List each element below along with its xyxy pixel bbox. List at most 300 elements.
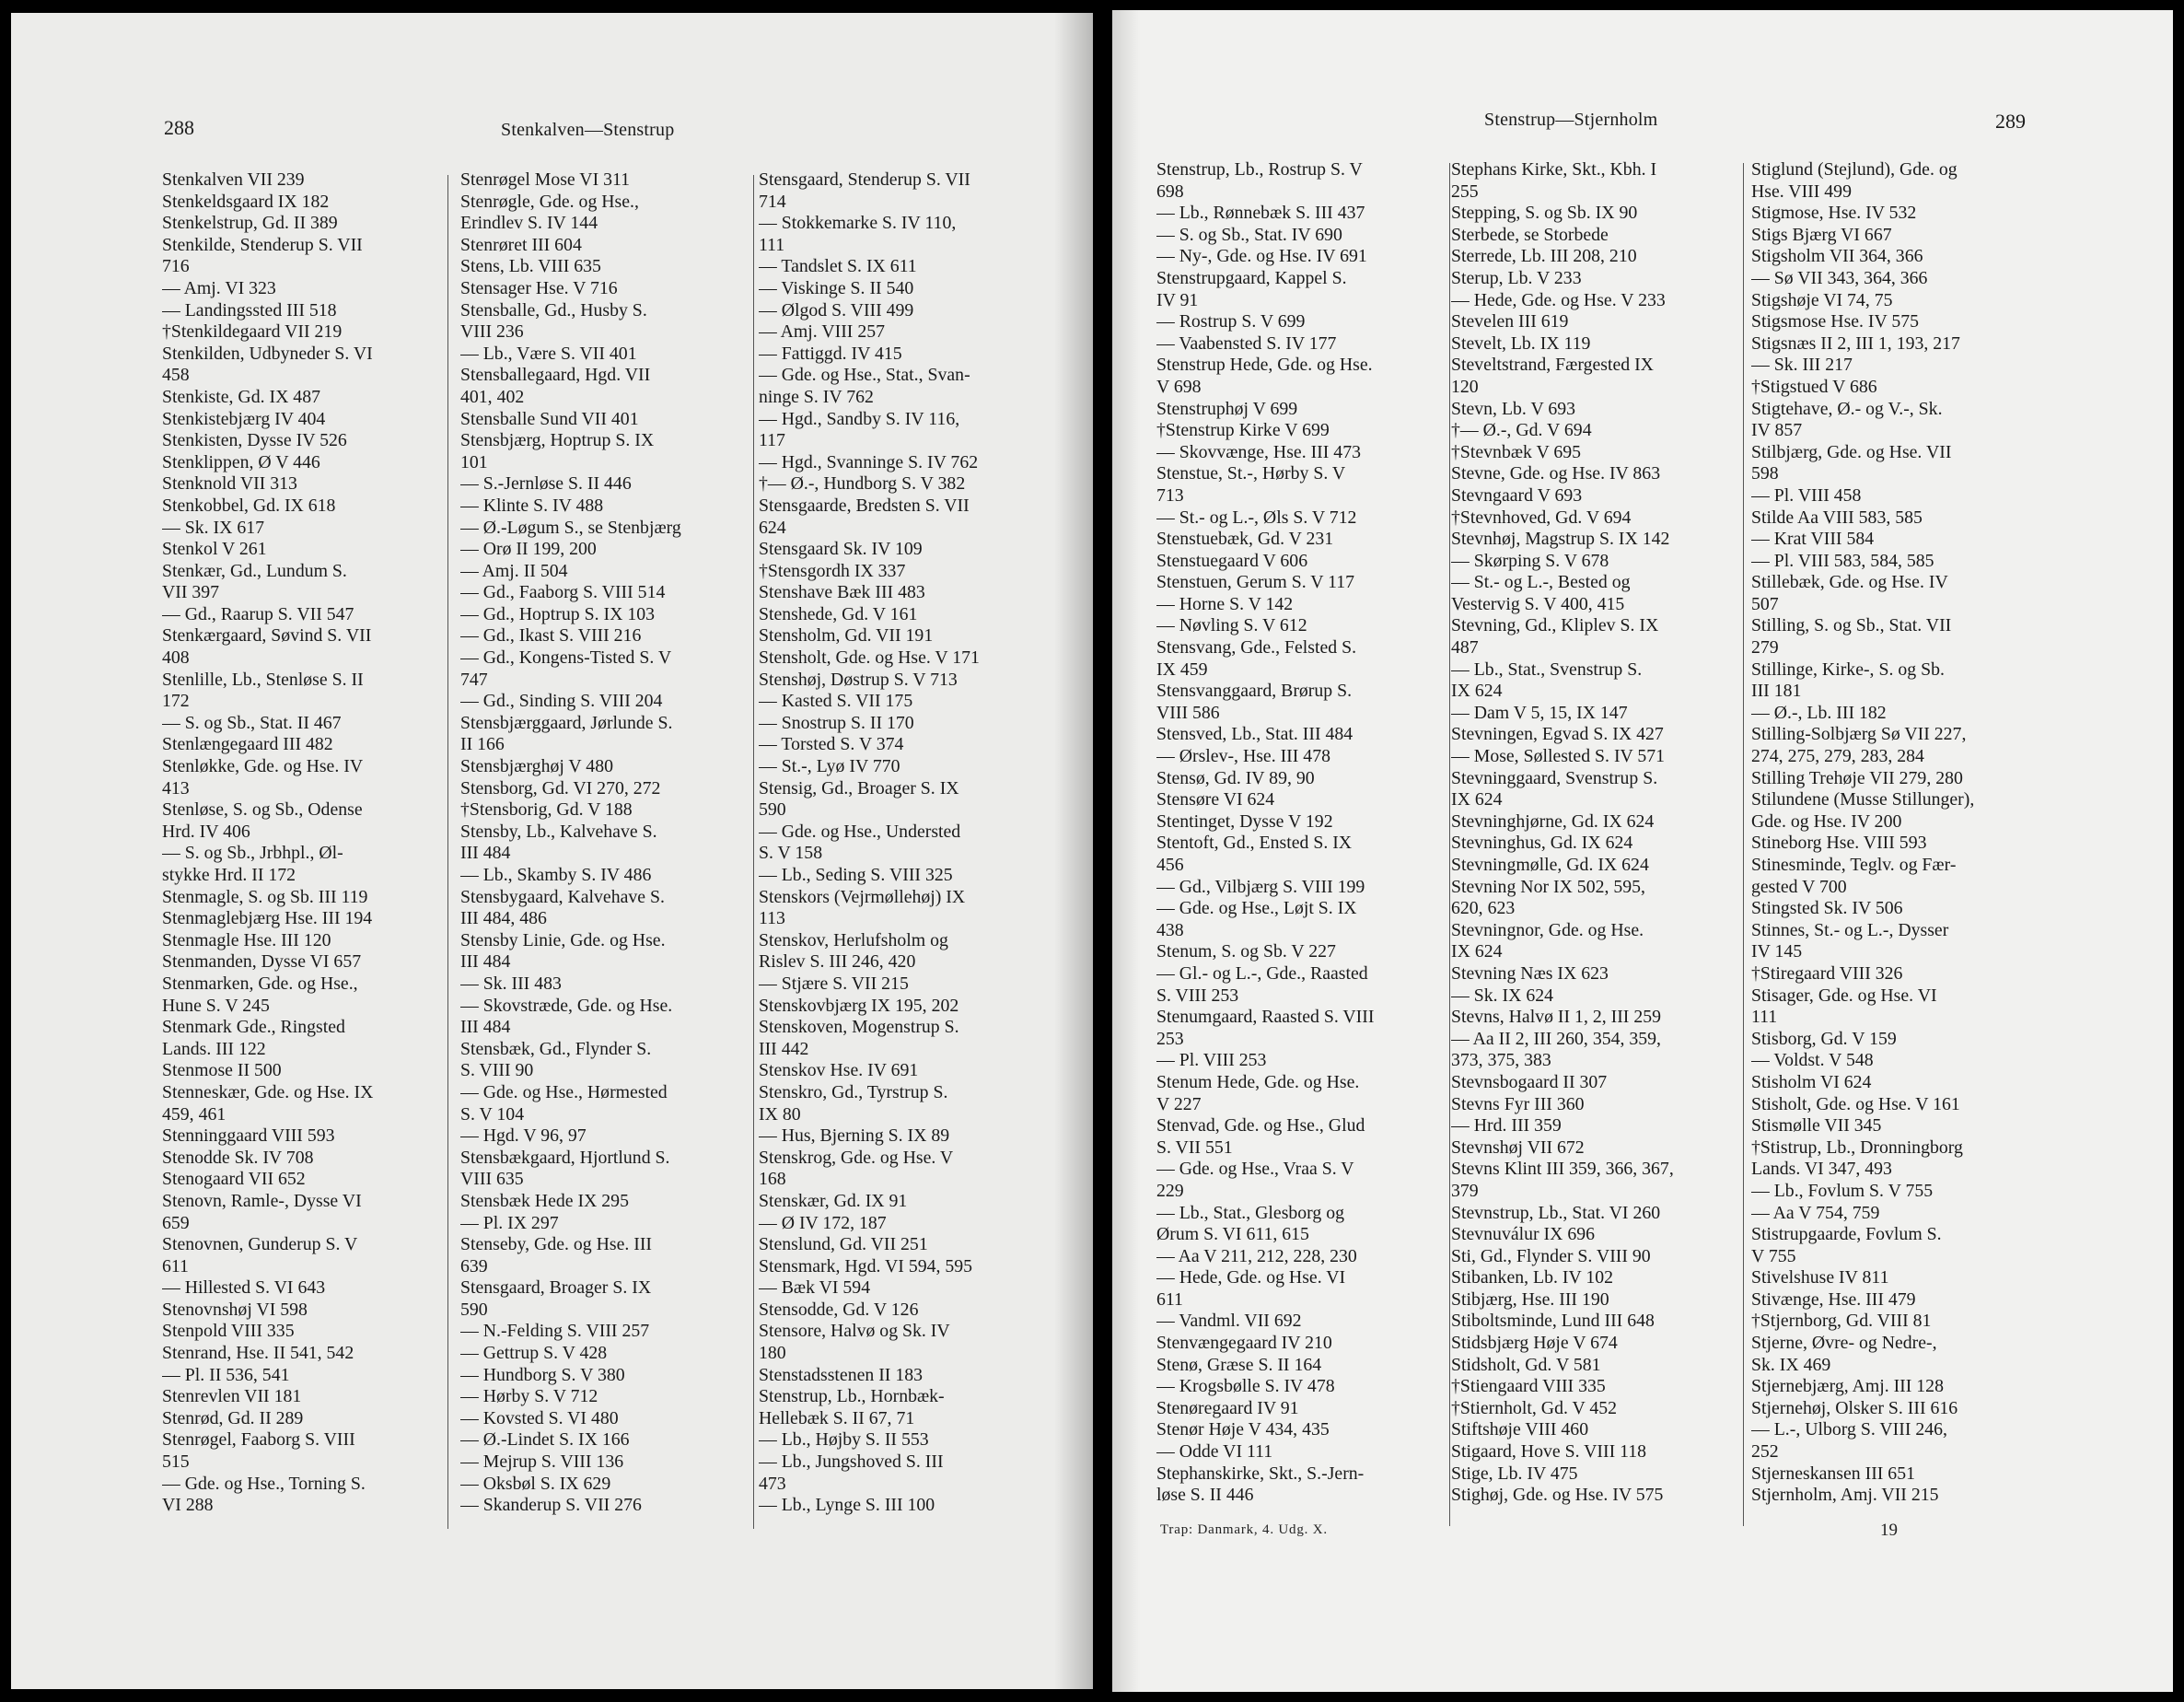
index-entry: — Rostrup S. V 699 bbox=[1156, 311, 1306, 332]
index-entry: — Lb., Lynge S. III 100 bbox=[759, 1495, 935, 1516]
index-entry: løse S. II 446 bbox=[1156, 1485, 1254, 1506]
index-entry: Stevnstrup, Lb., Stat. VI 260 bbox=[1451, 1202, 1661, 1223]
index-entry: — Lb., Skamby S. IV 486 bbox=[460, 865, 652, 885]
index-entry: — Gde. og Hse., Stat., Svan- bbox=[759, 365, 970, 386]
index-entry: — Hillested S. VI 643 bbox=[162, 1277, 326, 1299]
index-entry: — Hus, Bjerning S. IX 89 bbox=[759, 1125, 950, 1147]
index-entry: Vestervig S. V 400, 415 bbox=[1451, 593, 1625, 614]
index-entry: Stensby Linie, Gde. og Hse. bbox=[460, 929, 666, 950]
index-entry: III 484 bbox=[460, 1017, 511, 1038]
index-entry: Stigshøje VI 74, 75 bbox=[1751, 289, 1893, 310]
index-entry: — S. og Sb., Stat. II 467 bbox=[162, 712, 342, 733]
index-entry: Stenrøgel Mose VI 311 bbox=[460, 169, 631, 190]
index-entry: Gde. og Hse. IV 200 bbox=[1751, 810, 1902, 832]
index-entry: Stenrand, Hse. II 541, 542 bbox=[162, 1343, 354, 1364]
index-entry: — Pl. IX 297 bbox=[460, 1212, 559, 1233]
book-footer: Trap: Danmark, 4. Udg. X. bbox=[1160, 1522, 1328, 1537]
index-entry: Stiftshøje VIII 460 bbox=[1451, 1419, 1589, 1440]
index-entry: †Stigstued V 686 bbox=[1751, 376, 1877, 397]
column-rule bbox=[447, 175, 448, 1529]
index-entry: Stenskors (Vejrmøllehøj) IX bbox=[759, 886, 966, 907]
index-entry: IV 857 bbox=[1751, 420, 1803, 441]
index-entry: — Mose, Søllested S. IV 571 bbox=[1451, 746, 1666, 767]
index-entry: Stensøre VI 624 bbox=[1156, 789, 1275, 810]
index-entry: — Lb., Stat., Glesborg og bbox=[1156, 1202, 1345, 1223]
index-entry: Stillinge, Kirke-, S. og Sb. bbox=[1751, 659, 1945, 680]
index-entry: Stenløse, S. og Sb., Odense bbox=[162, 799, 363, 821]
index-entry: — Kasted S. VII 175 bbox=[759, 691, 913, 712]
index-entry: — Ø IV 172, 187 bbox=[759, 1212, 887, 1233]
index-entry: — Oksbøl S. IX 629 bbox=[460, 1473, 611, 1494]
index-entry: Stensø, Gd. IV 89, 90 bbox=[1156, 767, 1315, 788]
page-gutter-shadow bbox=[1054, 13, 1093, 1689]
index-column-2 bbox=[1451, 159, 1727, 1507]
index-entry: — Orø II 199, 200 bbox=[460, 539, 597, 560]
index-entry: 714 bbox=[759, 191, 786, 212]
index-entry: Stenskovbjærg IX 195, 202 bbox=[759, 995, 959, 1016]
index-entry: — Gd., Sinding S. VIII 204 bbox=[460, 691, 663, 712]
index-entry: Stistrupgaarde, Fovlum S. bbox=[1751, 1224, 1942, 1245]
index-entry: 113 bbox=[759, 908, 785, 929]
index-entry: Stenninggaard VIII 593 bbox=[162, 1125, 335, 1147]
index-entry: — Pl. VIII 253 bbox=[1156, 1050, 1267, 1071]
index-entry: — Dam V 5, 15, IX 147 bbox=[1451, 702, 1628, 723]
index-entry: †Stevnhoved, Gd. V 694 bbox=[1451, 507, 1632, 528]
index-entry: — Bæk VI 594 bbox=[759, 1277, 871, 1299]
index-entry: — Nøvling S. V 612 bbox=[1156, 615, 1307, 636]
index-entry: 180 bbox=[759, 1343, 786, 1364]
index-entry: Sti, Gd., Flynder S. VIII 90 bbox=[1451, 1245, 1651, 1266]
index-entry: Stigsholm VII 364, 366 bbox=[1751, 246, 1923, 267]
index-entry: Stingsted Sk. IV 506 bbox=[1751, 898, 1903, 919]
index-entry: — Gd., Hoptrup S. IX 103 bbox=[460, 603, 655, 624]
index-entry: S. VII 551 bbox=[1156, 1137, 1233, 1158]
index-entry: Stenslund, Gd. VII 251 bbox=[759, 1234, 928, 1255]
index-entry: — Pl. II 536, 541 bbox=[162, 1364, 290, 1385]
index-entry: Stenmagle, S. og Sb. III 119 bbox=[162, 886, 368, 907]
index-entry: 438 bbox=[1156, 919, 1184, 940]
index-entry: V 227 bbox=[1156, 1093, 1202, 1114]
index-entry: Stivelshuse IV 811 bbox=[1751, 1267, 1889, 1288]
index-entry: Stilling, S. og Sb., Stat. VII bbox=[1751, 615, 1952, 636]
index-entry: Stilde Aa VIII 583, 585 bbox=[1751, 507, 1923, 528]
index-entry: Stenkistebjærg IV 404 bbox=[162, 408, 326, 429]
index-entry: Stenknold VII 313 bbox=[162, 473, 297, 495]
index-entry: V 755 bbox=[1751, 1245, 1796, 1266]
index-entry: V 698 bbox=[1156, 376, 1202, 397]
index-entry: — Skovvænge, Hse. III 473 bbox=[1156, 441, 1361, 462]
index-entry: 507 bbox=[1751, 593, 1779, 614]
running-head: Stenstrup—Stjernholm bbox=[1484, 110, 1658, 130]
index-column-1 bbox=[162, 169, 438, 1517]
index-entry: Stilundene (Musse Stillunger), bbox=[1751, 789, 1975, 810]
index-entry: 413 bbox=[162, 777, 190, 799]
index-entry: Stenmarken, Gde. og Hse., bbox=[162, 973, 358, 994]
index-entry: Stigs Bjærg VI 667 bbox=[1751, 224, 1892, 245]
index-entry: — St.- og L.-, Øls S. V 712 bbox=[1156, 507, 1357, 528]
index-entry: Stenstrup, Lb., Hornbæk- bbox=[759, 1386, 945, 1407]
index-entry: †Stenstrup Kirke V 699 bbox=[1156, 420, 1330, 441]
index-entry: Stigaard, Hove S. VIII 118 bbox=[1451, 1441, 1647, 1463]
index-entry: Stevninggaard, Svenstrup S. bbox=[1451, 767, 1658, 788]
index-entry: Stenshede, Gd. V 161 bbox=[759, 603, 918, 624]
index-entry: Stensvanggaard, Brørup S. bbox=[1156, 681, 1353, 702]
index-entry: — Gettrup S. V 428 bbox=[460, 1343, 608, 1364]
index-entry: Stensved, Lb., Stat. III 484 bbox=[1156, 724, 1353, 745]
index-entry: 611 bbox=[1156, 1288, 1183, 1310]
index-entry: — Aa II 2, III 260, 354, 359, bbox=[1451, 1028, 1661, 1049]
index-entry: Steveltstrand, Færgested IX bbox=[1451, 355, 1654, 376]
index-entry: Stevning, Gd., Kliplev S. IX bbox=[1451, 615, 1659, 636]
index-entry: 515 bbox=[162, 1451, 190, 1473]
index-entry: stykke Hrd. II 172 bbox=[162, 865, 296, 885]
index-entry: — Snostrup S. II 170 bbox=[759, 712, 914, 733]
index-entry: Stenum, S. og Sb. V 227 bbox=[1156, 941, 1336, 962]
index-entry: — Gd., Ikast S. VIII 216 bbox=[460, 625, 642, 647]
index-entry: — N.-Felding S. VIII 257 bbox=[460, 1321, 650, 1342]
index-entry: — Ø.-, Lb. III 182 bbox=[1751, 702, 1887, 723]
index-entry: Stenstuegaard V 606 bbox=[1156, 550, 1308, 571]
index-entry: VI 288 bbox=[162, 1495, 214, 1516]
index-entry: †Stensborig, Gd. V 188 bbox=[460, 799, 633, 821]
index-entry: Stighøj, Gde. og Hse. IV 575 bbox=[1451, 1485, 1664, 1506]
index-entry: Stjerne, Øvre- og Nedre-, bbox=[1751, 1333, 1937, 1354]
index-entry: Stigmose, Hse. IV 532 bbox=[1751, 203, 1917, 224]
index-entry: 279 bbox=[1751, 637, 1779, 659]
index-entry: III 484 bbox=[460, 843, 511, 864]
index-entry: 487 bbox=[1451, 637, 1479, 659]
index-entry: Stensby, Lb., Kalvehave S. bbox=[460, 821, 657, 842]
index-entry: Stenklippen, Ø V 446 bbox=[162, 451, 320, 472]
index-entry: Hrd. IV 406 bbox=[162, 821, 250, 842]
index-entry: IV 145 bbox=[1751, 941, 1803, 962]
index-entry: — Ørslev-, Hse. III 478 bbox=[1156, 746, 1330, 767]
index-entry: 459, 461 bbox=[162, 1103, 227, 1125]
index-entry: — Sk. IX 624 bbox=[1451, 985, 1553, 1006]
index-entry: Sterrede, Lb. III 208, 210 bbox=[1451, 246, 1637, 267]
index-entry: Hse. VIII 499 bbox=[1751, 181, 1852, 202]
index-entry: Stenstadsstenen II 183 bbox=[759, 1364, 924, 1385]
index-entry: 255 bbox=[1451, 181, 1479, 202]
index-entry: Stiglund (Stejlund), Gde. og bbox=[1751, 159, 1957, 180]
index-entry: — Tandslet S. IX 611 bbox=[759, 256, 917, 277]
page-number: 288 bbox=[164, 116, 194, 139]
index-entry: Stenumgaard, Raasted S. VIII bbox=[1156, 1007, 1375, 1028]
index-entry: Stentinget, Dysse V 192 bbox=[1156, 810, 1333, 832]
index-entry: — Horne S. V 142 bbox=[1156, 593, 1294, 614]
index-entry: 373, 375, 383 bbox=[1451, 1050, 1551, 1071]
index-entry: Hune S. V 245 bbox=[162, 995, 270, 1016]
index-entry: — Gd., Vilbjærg S. VIII 199 bbox=[1156, 876, 1365, 897]
index-entry: †Stjernborg, Gd. VIII 81 bbox=[1751, 1311, 1932, 1332]
index-entry: — Torsted S. V 374 bbox=[759, 734, 904, 755]
index-entry: 456 bbox=[1156, 855, 1184, 875]
index-entry: 229 bbox=[1156, 1180, 1184, 1201]
index-entry: Stensore, Halvø og Sk. IV bbox=[759, 1321, 950, 1342]
index-entry: Stenvad, Gde. og Hse., Glud bbox=[1156, 1115, 1365, 1137]
index-entry: Stensvang, Gde., Felsted S. bbox=[1156, 637, 1357, 659]
index-entry: Stismølle VII 345 bbox=[1751, 1115, 1882, 1137]
index-entry: Stenpold VIII 335 bbox=[162, 1321, 295, 1342]
index-entry: Stentoft, Gd., Ensted S. IX bbox=[1156, 833, 1353, 854]
index-entry: — Aa V 211, 212, 228, 230 bbox=[1156, 1245, 1357, 1266]
index-entry: Stigsnæs II 2, III 1, 193, 217 bbox=[1751, 332, 1960, 354]
index-entry: Rislev S. III 246, 420 bbox=[759, 951, 916, 973]
index-entry: Stenløkke, Gde. og Hse. IV bbox=[162, 756, 364, 777]
index-entry: — Voldst. V 548 bbox=[1751, 1050, 1874, 1071]
index-entry: †— Ø.-, Gd. V 694 bbox=[1451, 420, 1592, 441]
index-entry: 659 bbox=[162, 1212, 190, 1233]
index-entry: Stevne, Gde. og Hse. IV 863 bbox=[1451, 463, 1661, 484]
index-entry: — Gde. og Hse., Hørmested bbox=[460, 1081, 668, 1102]
index-entry: Sterbede, se Storbede bbox=[1451, 224, 1609, 245]
index-entry: — Vandml. VII 692 bbox=[1156, 1311, 1302, 1332]
index-entry: — Sk. III 217 bbox=[1751, 355, 1853, 376]
index-entry: Stevnhøj, Magstrup S. IX 142 bbox=[1451, 529, 1670, 550]
index-entry: — Lb., Seding S. VIII 325 bbox=[759, 865, 953, 885]
index-column-1 bbox=[1156, 159, 1433, 1507]
index-entry: Stenø, Græse S. II 164 bbox=[1156, 1354, 1322, 1375]
index-entry: Stenstrup Hede, Gde. og Hse. bbox=[1156, 355, 1373, 376]
index-entry: 473 bbox=[759, 1473, 786, 1494]
index-entry: III 181 bbox=[1751, 681, 1802, 702]
index-entry: — Gd., Kongens-Tisted S. V bbox=[460, 647, 672, 669]
index-entry: — Hgd., Sandby S. IV 116, bbox=[759, 408, 960, 429]
index-entry: Stenovnen, Gunderup S. V bbox=[162, 1234, 358, 1255]
index-entry: — L.-, Ulborg S. VIII 246, bbox=[1751, 1419, 1948, 1440]
index-entry: Stensholt, Gde. og Hse. V 171 bbox=[759, 647, 980, 669]
index-entry: — Mejrup S. VIII 136 bbox=[460, 1451, 624, 1473]
index-entry: Stenskov Hse. IV 691 bbox=[759, 1060, 919, 1081]
left-page bbox=[11, 13, 1093, 1689]
index-entry: 639 bbox=[460, 1255, 488, 1276]
index-entry: — Gde. og Hse., Understed bbox=[759, 821, 961, 842]
index-entry: Stenskoven, Mogenstrup S. bbox=[759, 1017, 959, 1038]
index-entry: 624 bbox=[759, 517, 786, 538]
index-entry: Stensballe Sund VII 401 bbox=[460, 408, 639, 429]
index-entry: Stige, Lb. IV 475 bbox=[1451, 1463, 1578, 1484]
index-entry: Stenkiste, Gd. IX 487 bbox=[162, 386, 320, 407]
index-entry: Stjerneskansen III 651 bbox=[1751, 1463, 1915, 1484]
index-entry: IX 80 bbox=[759, 1103, 801, 1125]
index-entry: Stigsmose Hse. IV 575 bbox=[1751, 311, 1920, 332]
index-entry: Stillebæk, Gde. og Hse. IV bbox=[1751, 572, 1948, 593]
index-entry: — Hgd., Svanninge S. IV 762 bbox=[759, 451, 979, 472]
index-entry: Stenkisten, Dysse IV 526 bbox=[162, 430, 347, 451]
index-entry: Stidsbjærg Høje V 674 bbox=[1451, 1333, 1618, 1354]
index-entry: IX 624 bbox=[1451, 789, 1503, 810]
index-entry: Stensmark, Hgd. VI 594, 595 bbox=[759, 1255, 973, 1276]
index-entry: — Gde. og Hse., Torning S. bbox=[162, 1473, 366, 1494]
index-entry: — Ø.-Løgum S., se Stenbjærg bbox=[460, 517, 681, 538]
index-entry: Stisager, Gde. og Hse. VI bbox=[1751, 985, 1937, 1006]
index-entry: Stenstue, St.-, Hørby S. V bbox=[1156, 463, 1346, 484]
index-entry: 111 bbox=[1751, 1007, 1778, 1028]
index-entry: †Stiengaard VIII 335 bbox=[1451, 1376, 1606, 1397]
index-entry: — Hørby S. V 712 bbox=[460, 1386, 598, 1407]
index-entry: — Amj. VIII 257 bbox=[759, 321, 885, 343]
index-entry: Stevninghjørne, Gd. IX 624 bbox=[1451, 810, 1655, 832]
index-entry: — Sk. III 483 bbox=[460, 973, 562, 994]
index-entry: — Hundborg S. V 380 bbox=[460, 1364, 625, 1385]
right-page bbox=[1112, 10, 2173, 1692]
index-entry: — Ø.-Lindet S. IX 166 bbox=[460, 1429, 630, 1451]
index-entry: — Sk. IX 617 bbox=[162, 517, 264, 538]
index-entry: Stensgaard Sk. IV 109 bbox=[759, 539, 923, 560]
index-column-2 bbox=[460, 169, 737, 1517]
index-entry: Stensholm, Gd. VII 191 bbox=[759, 625, 934, 647]
index-entry: Stenlængegaard III 482 bbox=[162, 734, 333, 755]
index-entry: Stenmagle Hse. III 120 bbox=[162, 929, 331, 950]
index-entry: IX 459 bbox=[1156, 659, 1208, 680]
index-entry: gested V 700 bbox=[1751, 876, 1847, 897]
index-entry: Stenovnshøj VI 598 bbox=[162, 1299, 308, 1320]
index-entry: — Amj. VI 323 bbox=[162, 277, 276, 298]
index-entry: Stenstuebæk, Gd. V 231 bbox=[1156, 529, 1334, 550]
index-entry: III 484, 486 bbox=[460, 908, 547, 929]
index-entry: Stenkobbel, Gd. IX 618 bbox=[162, 495, 336, 516]
index-entry: 590 bbox=[460, 1299, 488, 1320]
index-entry: — Fattiggd. IV 415 bbox=[759, 343, 902, 364]
index-entry: Stevelen III 619 bbox=[1451, 311, 1569, 332]
index-entry: †Stensgordh IX 337 bbox=[759, 560, 906, 581]
index-entry: S. V 104 bbox=[460, 1103, 525, 1125]
index-entry: 101 bbox=[460, 451, 488, 472]
index-entry: Stjernebjærg, Amj. III 128 bbox=[1751, 1376, 1944, 1397]
index-entry: 172 bbox=[162, 691, 190, 712]
index-entry: Stenkelstrup, Gd. II 389 bbox=[162, 213, 338, 234]
index-entry: Stenøregaard IV 91 bbox=[1156, 1397, 1299, 1418]
index-entry: 120 bbox=[1451, 376, 1479, 397]
index-entry: — S. og Sb., Stat. IV 690 bbox=[1156, 224, 1342, 245]
index-entry: Stenmaglebjærg Hse. III 194 bbox=[162, 908, 373, 929]
index-entry: Stenrød, Gd. II 289 bbox=[162, 1407, 304, 1428]
index-entry: Stidsholt, Gd. V 581 bbox=[1451, 1354, 1601, 1375]
index-entry: Stensballe, Gd., Husby S. bbox=[460, 299, 647, 321]
index-entry: Stenneskær, Gde. og Hse. IX bbox=[162, 1081, 374, 1102]
index-entry: Stjernholm, Amj. VII 215 bbox=[1751, 1485, 1939, 1506]
index-entry: Stenogaard VII 652 bbox=[162, 1169, 306, 1190]
index-entry: — Lb., Jungshoved S. III bbox=[759, 1451, 944, 1473]
index-entry: — Lb., Rønnebæk S. III 437 bbox=[1156, 203, 1365, 224]
index-entry: Stenodde Sk. IV 708 bbox=[162, 1147, 314, 1168]
index-entry: Stensbygaard, Kalvehave S. bbox=[460, 886, 665, 907]
index-entry: Stilling Trehøje VII 279, 280 bbox=[1751, 767, 1963, 788]
index-entry: — Lb., Højby S. II 553 bbox=[759, 1429, 929, 1451]
index-entry: †— Ø.-, Hundborg S. V 382 bbox=[759, 473, 966, 495]
index-entry: — S. og Sb., Jrbhpl., Øl- bbox=[162, 843, 343, 864]
page-number: 289 bbox=[1995, 110, 2026, 133]
index-entry: Stevns Fyr III 360 bbox=[1451, 1093, 1585, 1114]
index-entry: 590 bbox=[759, 799, 786, 821]
index-entry: — Ølgod S. VIII 499 bbox=[759, 299, 914, 321]
index-entry: Stensbæk, Gd., Flynder S. bbox=[460, 1038, 652, 1059]
index-entry: — Gde. og Hse., Vraa S. V bbox=[1156, 1159, 1354, 1180]
index-entry: — Krat VIII 584 bbox=[1751, 529, 1875, 550]
index-entry: Stevngaard V 693 bbox=[1451, 484, 1583, 506]
signature-mark: 19 bbox=[1880, 1521, 1898, 1540]
index-entry: Stenskrog, Gde. og Hse. V bbox=[759, 1147, 954, 1168]
index-entry: 253 bbox=[1156, 1028, 1184, 1049]
index-entry: 620, 623 bbox=[1451, 898, 1516, 919]
index-entry: 747 bbox=[460, 669, 488, 690]
index-entry: — Landingssted III 518 bbox=[162, 299, 337, 321]
index-entry: Stenvængegaard IV 210 bbox=[1156, 1333, 1332, 1354]
index-entry: Stibanken, Lb. IV 102 bbox=[1451, 1267, 1614, 1288]
index-entry: — Hede, Gde. og Hse. VI bbox=[1156, 1267, 1346, 1288]
index-entry: Stenstrup, Lb., Rostrup S. V bbox=[1156, 159, 1363, 180]
index-entry: — Hgd. V 96, 97 bbox=[460, 1125, 587, 1147]
index-entry: VIII 635 bbox=[460, 1169, 524, 1190]
index-entry: Lands. VI 347, 493 bbox=[1751, 1159, 1892, 1180]
index-entry: Stisholt, Gde. og Hse. V 161 bbox=[1751, 1093, 1960, 1114]
index-entry: 713 bbox=[1156, 484, 1184, 506]
index-entry: S. V 158 bbox=[759, 843, 823, 864]
index-entry: Stenstuen, Gerum S. V 117 bbox=[1156, 572, 1355, 593]
index-entry: — Odde VI 111 bbox=[1156, 1441, 1273, 1463]
index-entry: Stensbjærghøj V 480 bbox=[460, 756, 613, 777]
index-entry: Stenshøj, Døstrup S. V 713 bbox=[759, 669, 958, 690]
index-entry: — Klinte S. IV 488 bbox=[460, 495, 604, 516]
index-entry: Stenkeldsgaard IX 182 bbox=[162, 191, 330, 212]
running-head: Stenkalven—Stenstrup bbox=[501, 120, 675, 140]
index-entry: — Pl. VIII 583, 584, 585 bbox=[1751, 550, 1934, 571]
index-entry: Stephanskirke, Skt., S.-Jern- bbox=[1156, 1463, 1365, 1484]
index-entry: Stenkærgaard, Søvind S. VII bbox=[162, 625, 372, 647]
index-entry: Stensballegaard, Hgd. VII bbox=[460, 365, 651, 386]
index-entry: Stivænge, Hse. III 479 bbox=[1751, 1288, 1916, 1310]
index-entry: 168 bbox=[759, 1169, 786, 1190]
index-entry: VIII 236 bbox=[460, 321, 524, 343]
index-entry: — Stjære S. VII 215 bbox=[759, 973, 909, 994]
index-entry: — Lb., Fovlum S. V 755 bbox=[1751, 1180, 1934, 1201]
index-entry: 716 bbox=[162, 256, 190, 277]
index-entry: — Aa V 754, 759 bbox=[1751, 1202, 1880, 1223]
index-entry: Stisborg, Gd. V 159 bbox=[1751, 1028, 1897, 1049]
index-entry: — Ny-, Gde. og Hse. IV 691 bbox=[1156, 246, 1367, 267]
index-entry: — Krogsbølle S. IV 478 bbox=[1156, 1376, 1335, 1397]
index-entry: Stenmark Gde., Ringsted bbox=[162, 1017, 345, 1038]
index-entry: — Viskinge S. II 540 bbox=[759, 277, 914, 298]
index-entry: Stephans Kirke, Skt., Kbh. I bbox=[1451, 159, 1657, 180]
index-entry: — Stokkemarke S. IV 110, bbox=[759, 213, 957, 234]
index-entry: Stinesminde, Teglv. og Fær- bbox=[1751, 855, 1957, 875]
index-entry: Stepping, S. og Sb. IX 90 bbox=[1451, 203, 1638, 224]
index-entry: Stiboltsminde, Lund III 648 bbox=[1451, 1311, 1655, 1332]
index-entry: 598 bbox=[1751, 463, 1779, 484]
index-entry: 274, 275, 279, 283, 284 bbox=[1751, 746, 1924, 767]
index-entry: Stenør Høje V 434, 435 bbox=[1156, 1419, 1330, 1440]
index-entry: Stenkær, Gd., Lundum S. bbox=[162, 560, 347, 581]
index-entry: Stensig, Gd., Broager S. IX bbox=[759, 777, 959, 799]
index-entry: Stenovn, Ramle-, Dysse VI bbox=[162, 1190, 362, 1211]
index-entry: Stensbjærg, Hoptrup S. IX bbox=[460, 430, 655, 451]
index-entry: Stenskro, Gd., Tyrstrup S. bbox=[759, 1081, 948, 1102]
index-entry: Stilling-Solbjærg Sø VII 227, bbox=[1751, 724, 1967, 745]
index-entry: 611 bbox=[162, 1255, 189, 1276]
index-entry: S. VIII 90 bbox=[460, 1060, 534, 1081]
index-entry: Sterup, Lb. V 233 bbox=[1451, 267, 1582, 288]
index-entry: 117 bbox=[759, 430, 785, 451]
index-entry: Erindlev S. IV 144 bbox=[460, 213, 598, 234]
index-entry: S. VIII 253 bbox=[1156, 985, 1239, 1006]
index-entry: Stensodde, Gd. V 126 bbox=[759, 1299, 919, 1320]
index-entry: Stenmose II 500 bbox=[162, 1060, 282, 1081]
column-rule bbox=[753, 175, 754, 1529]
index-entry: III 484 bbox=[460, 951, 511, 973]
index-entry: IX 624 bbox=[1451, 941, 1503, 962]
index-entry: Stjernehøj, Olsker S. III 616 bbox=[1751, 1397, 1958, 1418]
